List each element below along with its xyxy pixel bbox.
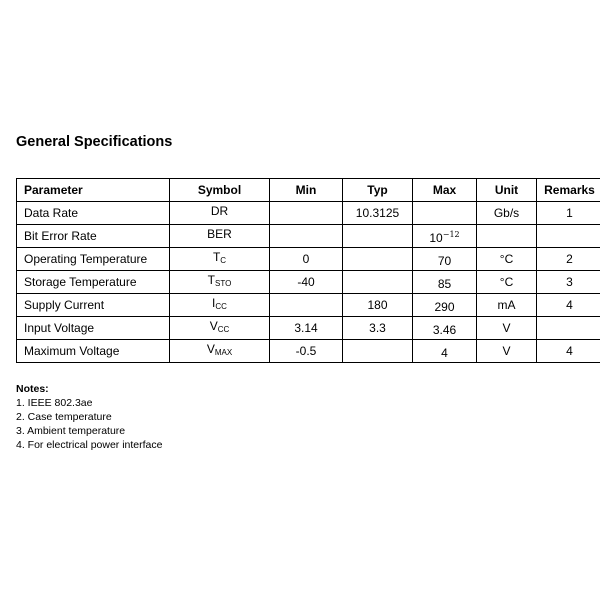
cell-max bbox=[413, 248, 477, 271]
cell-unit: °C bbox=[477, 248, 537, 271]
cell-remarks: 4 bbox=[537, 294, 600, 317]
header-parameter: Parameter bbox=[17, 179, 170, 202]
header-remarks: Remarks bbox=[537, 179, 600, 202]
header-symbol: Symbol bbox=[170, 179, 270, 202]
max-value: 4 bbox=[441, 345, 448, 360]
cell-max bbox=[413, 294, 477, 317]
cell-unit: Gb/s bbox=[477, 202, 537, 225]
cell-parameter: Supply Current bbox=[17, 294, 170, 317]
symbol-main: T bbox=[212, 250, 221, 264]
table-row bbox=[17, 340, 600, 363]
page-title: General Specifications bbox=[16, 134, 173, 150]
max-superscript: −12 bbox=[442, 229, 460, 239]
cell-unit: mA bbox=[477, 294, 537, 317]
symbol-subscript: STO bbox=[215, 279, 232, 288]
cell-max bbox=[413, 225, 477, 248]
cell-parameter: Storage Temperature bbox=[17, 271, 170, 294]
cell-max bbox=[413, 271, 477, 294]
cell-min: 0 bbox=[270, 248, 343, 271]
symbol-main: V bbox=[209, 319, 218, 333]
symbol-main: I bbox=[212, 296, 216, 310]
spec-table bbox=[16, 178, 600, 363]
cell-typ bbox=[343, 248, 413, 271]
cell-typ bbox=[343, 340, 413, 363]
cell-remarks: 4 bbox=[537, 340, 600, 363]
cell-remarks bbox=[537, 225, 600, 248]
cell-min: -0.5 bbox=[270, 340, 343, 363]
table-row bbox=[17, 202, 600, 225]
cell-symbol bbox=[170, 271, 270, 294]
note-item: 1. IEEE 802.3ae bbox=[16, 397, 93, 409]
max-value: 290 bbox=[434, 299, 455, 314]
symbol-main: BER bbox=[207, 227, 232, 241]
header-max: Max bbox=[413, 179, 477, 202]
cell-symbol bbox=[170, 202, 270, 225]
cell-parameter: Maximum Voltage bbox=[17, 340, 170, 363]
note-item: 2. Case temperature bbox=[16, 411, 112, 423]
table-row bbox=[17, 248, 600, 271]
table-row bbox=[17, 317, 600, 340]
cell-parameter: Operating Temperature bbox=[17, 248, 170, 271]
cell-symbol bbox=[170, 340, 270, 363]
notes-section bbox=[16, 382, 162, 452]
cell-typ: 10.3125 bbox=[343, 202, 413, 225]
cell-parameter: Bit Error Rate bbox=[17, 225, 170, 248]
cell-parameter: Input Voltage bbox=[17, 317, 170, 340]
cell-max bbox=[413, 340, 477, 363]
header-min: Min bbox=[270, 179, 343, 202]
cell-typ bbox=[343, 225, 413, 248]
max-value: 70 bbox=[437, 253, 452, 268]
max-value: 3.46 bbox=[432, 322, 457, 337]
note-item: 4. For electrical power interface bbox=[16, 439, 163, 451]
cell-remarks: 1 bbox=[537, 202, 600, 225]
cell-min: 3.14 bbox=[270, 317, 343, 340]
header-typ: Typ bbox=[343, 179, 413, 202]
cell-unit bbox=[477, 225, 537, 248]
cell-unit: V bbox=[477, 317, 537, 340]
table-row bbox=[17, 225, 600, 248]
max-value: 10 bbox=[429, 230, 443, 245]
cell-typ bbox=[343, 271, 413, 294]
cell-unit: °C bbox=[477, 271, 537, 294]
table-row bbox=[17, 294, 600, 317]
cell-typ: 3.3 bbox=[343, 317, 413, 340]
note-item: 3. Ambient temperature bbox=[16, 425, 126, 437]
symbol-subscript: CC bbox=[215, 302, 227, 311]
cell-symbol bbox=[170, 294, 270, 317]
symbol-main: DR bbox=[210, 204, 229, 218]
cell-remarks bbox=[537, 317, 600, 340]
symbol-main: T bbox=[207, 273, 216, 287]
cell-symbol bbox=[170, 225, 270, 248]
cell-symbol bbox=[170, 317, 270, 340]
max-value: 85 bbox=[437, 276, 452, 291]
notes-title: Notes: bbox=[16, 383, 49, 395]
cell-min: -40 bbox=[270, 271, 343, 294]
cell-parameter: Data Rate bbox=[17, 202, 170, 225]
cell-symbol bbox=[170, 248, 270, 271]
cell-min bbox=[270, 294, 343, 317]
cell-min bbox=[270, 202, 343, 225]
cell-typ: 180 bbox=[343, 294, 413, 317]
table-header-row bbox=[17, 179, 600, 202]
symbol-subscript: C bbox=[220, 256, 227, 265]
header-unit: Unit bbox=[477, 179, 537, 202]
table-row bbox=[17, 271, 600, 294]
cell-unit: V bbox=[477, 340, 537, 363]
cell-remarks: 2 bbox=[537, 248, 600, 271]
symbol-subscript: MAX bbox=[214, 348, 233, 357]
symbol-main: V bbox=[206, 342, 215, 356]
symbol-subscript: CC bbox=[217, 325, 230, 334]
cell-max bbox=[413, 202, 477, 225]
cell-remarks: 3 bbox=[537, 271, 600, 294]
cell-min bbox=[270, 225, 343, 248]
cell-max bbox=[413, 317, 477, 340]
